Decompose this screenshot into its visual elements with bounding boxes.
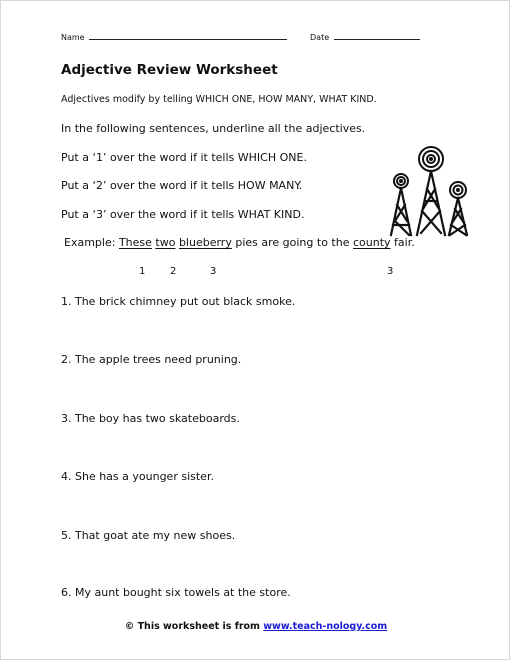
example-middle-text: pies are going to the <box>235 236 350 249</box>
instruction-which-one: Put a ‘1’ over the word if it tells WHICH ONE. <box>61 151 307 164</box>
example-label: Example: <box>64 236 116 249</box>
footer-prefix: © This worksheet is from <box>124 621 260 632</box>
intro-text: Adjectives modify by telling WHICH ONE, HOW MANY, WHAT KIND. <box>61 94 377 105</box>
name-blank-line <box>89 31 287 40</box>
example-number-3: 3 <box>210 266 217 277</box>
example-sentence <box>64 236 415 249</box>
footer-link[interactable]: www.teach-nology.com <box>263 621 388 632</box>
question-1: 1. The brick chimney put out black smoke. <box>61 295 296 308</box>
question-4: 4. She has a younger sister. <box>61 470 214 483</box>
footer-credit <box>1 621 510 632</box>
example-number-2: 2 <box>170 266 177 277</box>
instruction-what-kind: Put a ‘3’ over the word if it tells WHAT KIND. <box>61 208 305 221</box>
example-number-1: 1 <box>139 266 146 277</box>
radio-towers-icon <box>385 145 475 237</box>
example-word-county: county <box>352 236 391 249</box>
question-2: 2. The apple trees need pruning. <box>61 353 242 366</box>
date-field <box>310 31 420 42</box>
name-label: Name <box>61 33 85 42</box>
question-5: 5. That goat ate my new shoes. <box>61 529 236 542</box>
name-field <box>61 31 287 42</box>
example-word-two: two <box>155 236 176 249</box>
example-number-3b: 3 <box>387 266 394 277</box>
date-blank-line <box>334 31 420 40</box>
example-end-text: fair. <box>394 236 415 249</box>
question-3: 3. The boy has two skateboards. <box>61 412 240 425</box>
instruction-underline: In the following sentences, underline all the adjectives. <box>61 122 366 135</box>
instruction-how-many: Put a ‘2’ over the word if it tells HOW MANY. <box>61 179 303 192</box>
page-title: Adjective Review Worksheet <box>61 62 278 78</box>
example-word-these: These <box>118 236 152 249</box>
question-6: 6. My aunt bought six towels at the store. <box>61 586 291 599</box>
example-word-blueberry: blueberry <box>178 236 232 249</box>
date-label: Date <box>310 33 330 42</box>
